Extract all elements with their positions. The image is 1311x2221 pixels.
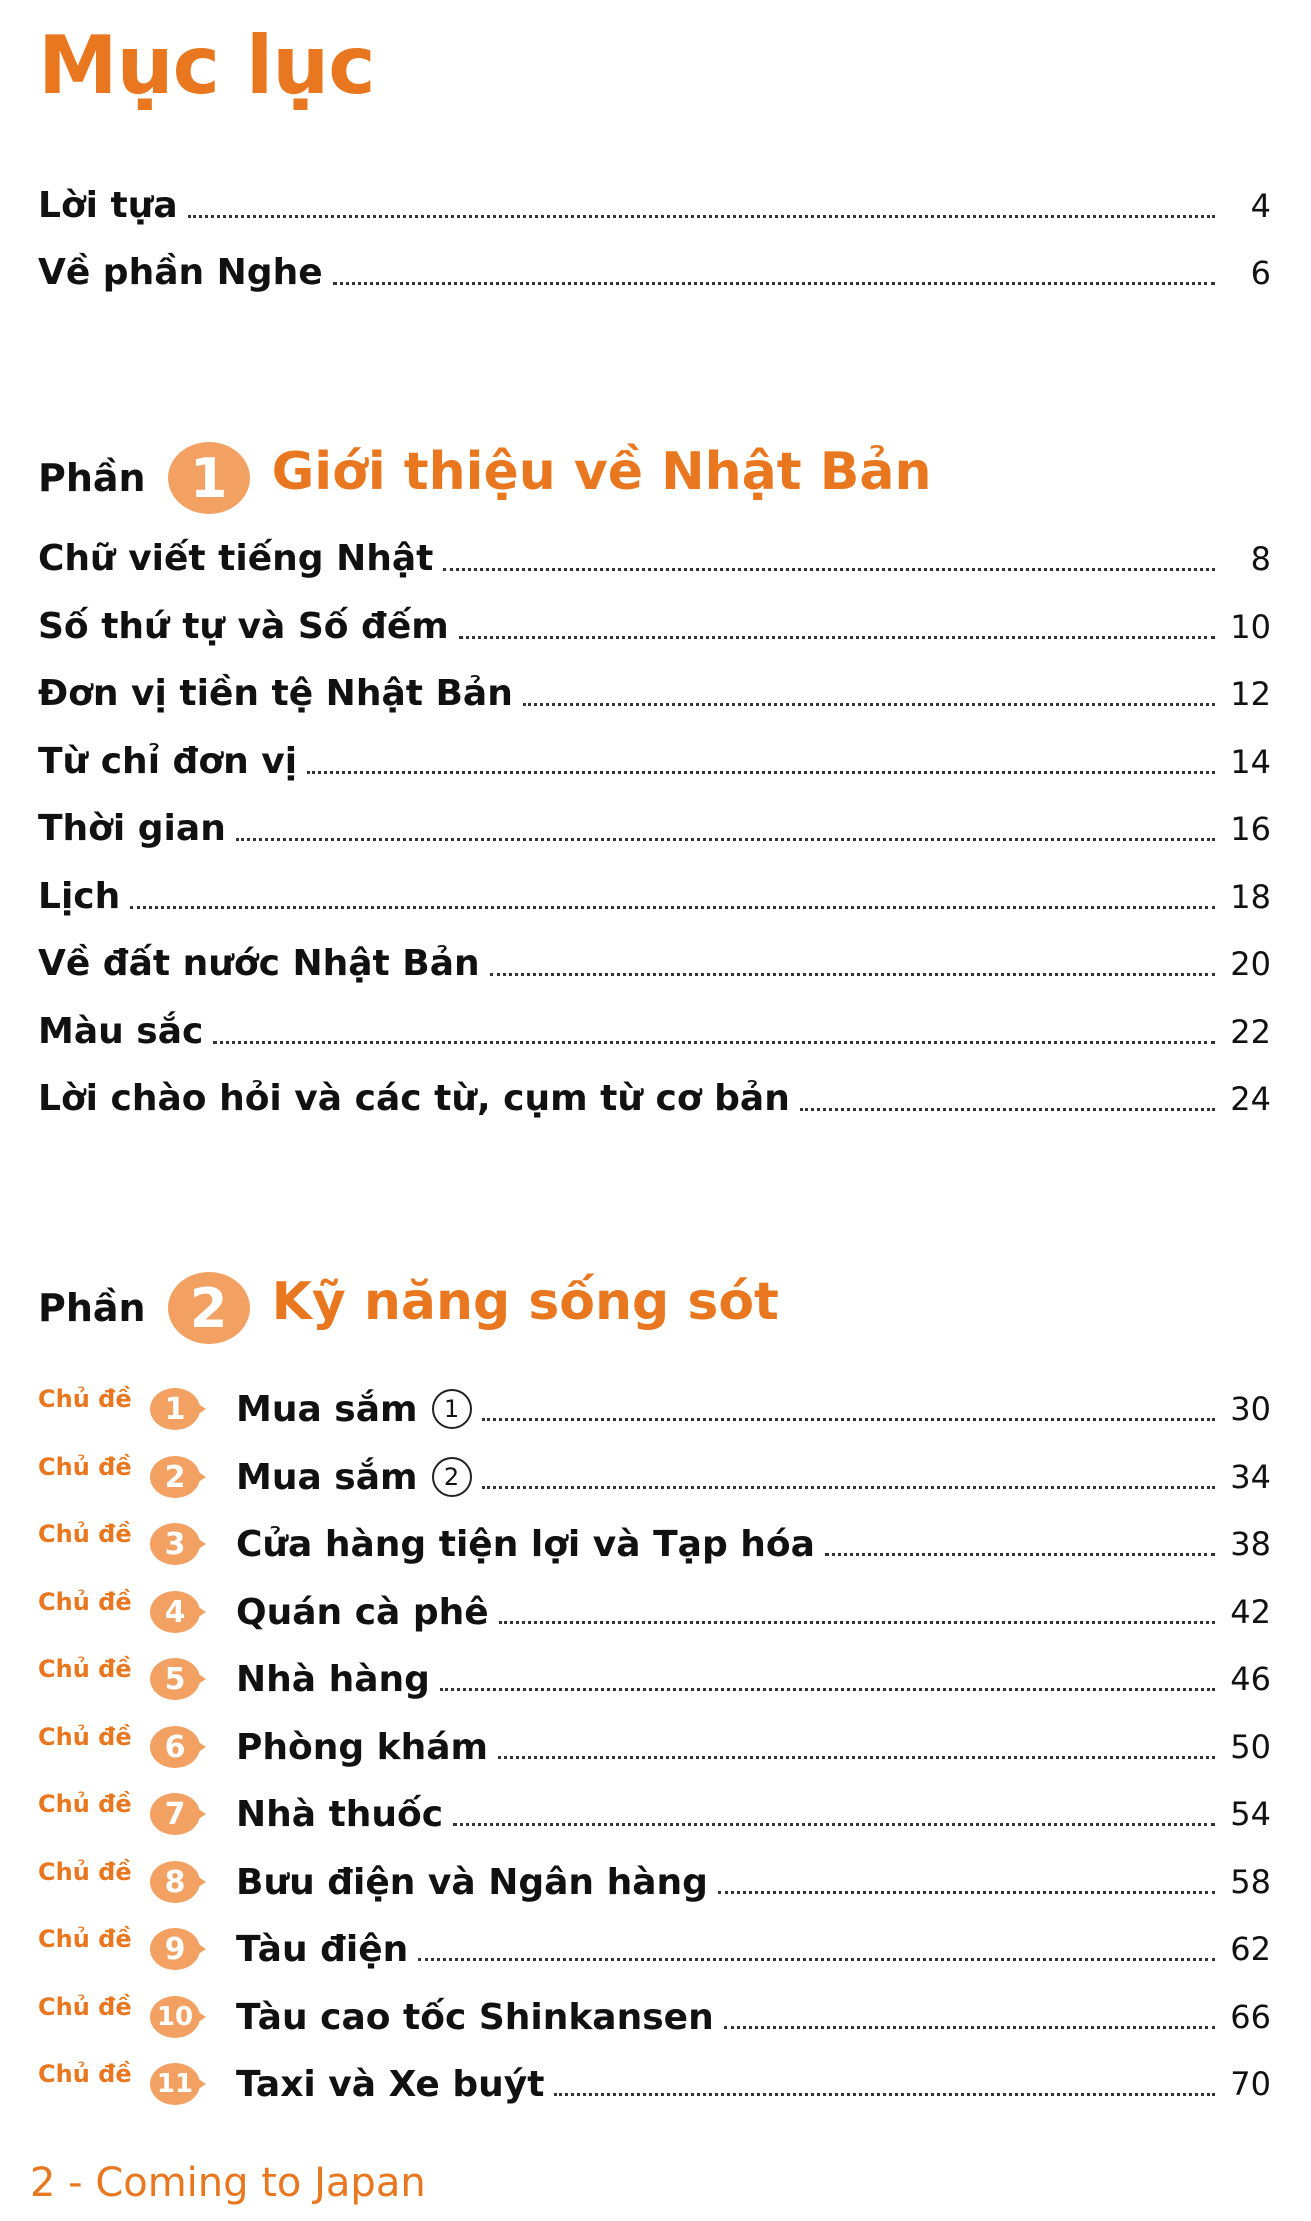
dot-leader — [490, 973, 1215, 976]
topic-page: 58 — [1230, 1863, 1271, 1901]
dot-leader — [499, 1621, 1215, 1624]
topic-page: 50 — [1230, 1728, 1271, 1766]
dot-leader — [498, 1756, 1215, 1759]
toc-entry[interactable] — [38, 672, 1271, 716]
part-2-header — [38, 1262, 779, 1342]
toc-entry[interactable] — [38, 875, 1271, 919]
topic-label: Chủ đề — [38, 1723, 132, 1751]
toc-entry[interactable] — [38, 537, 1271, 581]
topic-label: Chủ đề — [38, 1588, 132, 1616]
topic-entry[interactable] — [38, 1859, 1271, 1905]
topic-title: Bưu điện và Ngân hàng — [236, 1861, 708, 1903]
part-label: Phần — [38, 456, 146, 500]
dot-leader — [523, 703, 1215, 706]
toc-entry-page: 14 — [1230, 743, 1271, 781]
circled-number-icon: 1 — [432, 1389, 472, 1429]
toc-entry-page: 22 — [1230, 1013, 1271, 1051]
topic-title: Quán cà phê — [236, 1591, 489, 1633]
topic-number: 4 — [150, 1591, 200, 1633]
topic-number: 3 — [150, 1523, 200, 1565]
part-number-badge: 2 — [168, 1272, 250, 1344]
toc-entry-title: Lời tựa — [38, 185, 178, 226]
topic-page: 54 — [1230, 1795, 1271, 1833]
topic-page: 62 — [1230, 1930, 1271, 1968]
toc-entry[interactable] — [38, 1010, 1271, 1054]
dot-leader — [333, 282, 1215, 285]
topic-entry[interactable] — [38, 1724, 1271, 1770]
topic-label: Chủ đề — [38, 1385, 132, 1413]
topic-label: Chủ đề — [38, 1655, 132, 1683]
topic-number: 8 — [150, 1861, 200, 1903]
dot-leader — [236, 838, 1215, 841]
toc-entry-page: 18 — [1230, 878, 1271, 916]
topic-entry[interactable] — [38, 1656, 1271, 1702]
topic-label: Chủ đề — [38, 1453, 132, 1481]
topic-label: Chủ đề — [38, 1858, 132, 1886]
topic-entry[interactable] — [38, 1926, 1271, 1972]
topic-number-badge — [150, 2063, 210, 2105]
topic-label: Chủ đề — [38, 1993, 132, 2021]
topic-number-badge — [150, 1861, 210, 1903]
part-number-badge: 1 — [168, 442, 250, 514]
dot-leader — [188, 215, 1215, 218]
topic-number-badge — [150, 1591, 210, 1633]
topic-number: 2 — [150, 1456, 200, 1498]
topic-page: 66 — [1230, 1998, 1271, 2036]
toc-entry-title: Chữ viết tiếng Nhật — [38, 538, 434, 579]
part-label: Phần — [38, 1286, 146, 1330]
toc-entry-page: 6 — [1250, 254, 1271, 292]
part-title: Kỹ năng sống sót — [271, 1272, 779, 1332]
dot-leader — [718, 1891, 1215, 1894]
topic-entry[interactable] — [38, 1791, 1271, 1837]
dot-leader — [440, 1688, 1215, 1691]
topic-page: 38 — [1230, 1525, 1271, 1563]
toc-entry-title: Về đất nước Nhật Bản — [38, 943, 480, 984]
topic-number-badge — [150, 1726, 210, 1768]
toc-entry-title: Lời chào hỏi và các từ, cụm từ cơ bản — [38, 1078, 790, 1119]
topic-page: 30 — [1230, 1390, 1271, 1428]
topic-label: Chủ đề — [38, 1925, 132, 1953]
topic-entry[interactable] — [38, 1386, 1271, 1432]
toc-entry-page: 16 — [1230, 810, 1271, 848]
toc-entry[interactable] — [38, 184, 1271, 228]
toc-entry[interactable] — [38, 605, 1271, 649]
part-1-header — [38, 432, 931, 512]
topic-number: 1 — [150, 1388, 200, 1430]
topic-title: Tàu điện — [236, 1928, 409, 1970]
topic-number: 5 — [150, 1658, 200, 1700]
toc-entry-title: Từ chỉ đơn vị — [38, 741, 298, 782]
topic-entry[interactable] — [38, 1454, 1271, 1500]
topic-entry[interactable] — [38, 1521, 1271, 1567]
topic-entry[interactable] — [38, 2061, 1271, 2107]
toc-entry-title: Lịch — [38, 876, 121, 917]
toc-entry[interactable] — [38, 1077, 1271, 1121]
topic-title-wrap — [236, 1389, 472, 1430]
toc-entry-page: 10 — [1230, 608, 1271, 646]
topic-entry[interactable] — [38, 1994, 1271, 2040]
topic-number-badge — [150, 1996, 210, 2038]
toc-entry-title: Thời gian — [38, 808, 226, 849]
topic-number-badge — [150, 1928, 210, 1970]
topic-number-badge — [150, 1523, 210, 1565]
topic-page: 70 — [1230, 2065, 1271, 2103]
part-title: Giới thiệu về Nhật Bản — [271, 442, 932, 502]
topic-number: 11 — [150, 2063, 200, 2105]
topic-title: Nhà thuốc — [236, 1793, 444, 1835]
circled-number-icon: 2 — [432, 1457, 472, 1497]
topic-number: 6 — [150, 1726, 200, 1768]
topic-label: Chủ đề — [38, 1520, 132, 1548]
dot-leader — [453, 1823, 1215, 1826]
dot-leader — [213, 1041, 1215, 1044]
topic-title: Tàu cao tốc Shinkansen — [236, 1996, 714, 2038]
topic-page: 34 — [1230, 1458, 1271, 1496]
toc-entry-title: Màu sắc — [38, 1011, 204, 1052]
dot-leader — [307, 771, 1215, 774]
toc-entry-page: 12 — [1230, 675, 1271, 713]
toc-entry[interactable] — [38, 807, 1271, 851]
topic-label: Chủ đề — [38, 2060, 132, 2088]
dot-leader — [418, 1958, 1215, 1961]
dot-leader — [443, 568, 1215, 571]
toc-entry-title: Số thứ tự và Số đếm — [38, 606, 449, 647]
topic-title: Mua sắm — [236, 1388, 418, 1430]
page-title: Mục lục — [38, 19, 375, 112]
topic-number: 7 — [150, 1793, 200, 1835]
dot-leader — [554, 2093, 1215, 2096]
topic-number-badge — [150, 1388, 210, 1430]
toc-entry[interactable] — [38, 942, 1271, 986]
topic-title: Taxi và Xe buýt — [236, 2063, 545, 2105]
topic-title: Cửa hàng tiện lợi và Tạp hóa — [236, 1523, 815, 1565]
toc-entry[interactable] — [38, 740, 1271, 784]
topic-title: Nhà hàng — [236, 1658, 430, 1700]
topic-label: Chủ đề — [38, 1790, 132, 1818]
dot-leader — [459, 636, 1215, 639]
toc-entry-title: Về phần Nghe — [38, 252, 323, 293]
dot-leader — [800, 1108, 1215, 1111]
topic-number: 9 — [150, 1928, 200, 1970]
topic-page: 42 — [1230, 1593, 1271, 1631]
dot-leader — [130, 906, 1215, 909]
topic-number-badge — [150, 1658, 210, 1700]
topic-page: 46 — [1230, 1660, 1271, 1698]
topic-number: 10 — [150, 1996, 200, 2038]
toc-entry[interactable] — [38, 251, 1271, 295]
topic-title-wrap — [236, 1457, 472, 1498]
topic-entry[interactable] — [38, 1589, 1271, 1635]
topic-title: Phòng khám — [236, 1726, 489, 1768]
dot-leader — [825, 1553, 1215, 1556]
dot-leader — [482, 1418, 1215, 1421]
toc-entry-page: 4 — [1250, 187, 1271, 225]
toc-entry-page: 8 — [1250, 540, 1271, 578]
toc-entry-page: 24 — [1230, 1080, 1271, 1118]
toc-entry-title: Đơn vị tiền tệ Nhật Bản — [38, 673, 513, 714]
topic-number-badge — [150, 1456, 210, 1498]
topic-number-badge — [150, 1793, 210, 1835]
page-footer: 2 - Coming to Japan — [30, 2160, 426, 2206]
topic-title: Mua sắm — [236, 1456, 418, 1498]
toc-entry-page: 20 — [1230, 945, 1271, 983]
dot-leader — [724, 2026, 1215, 2029]
dot-leader — [482, 1486, 1215, 1489]
